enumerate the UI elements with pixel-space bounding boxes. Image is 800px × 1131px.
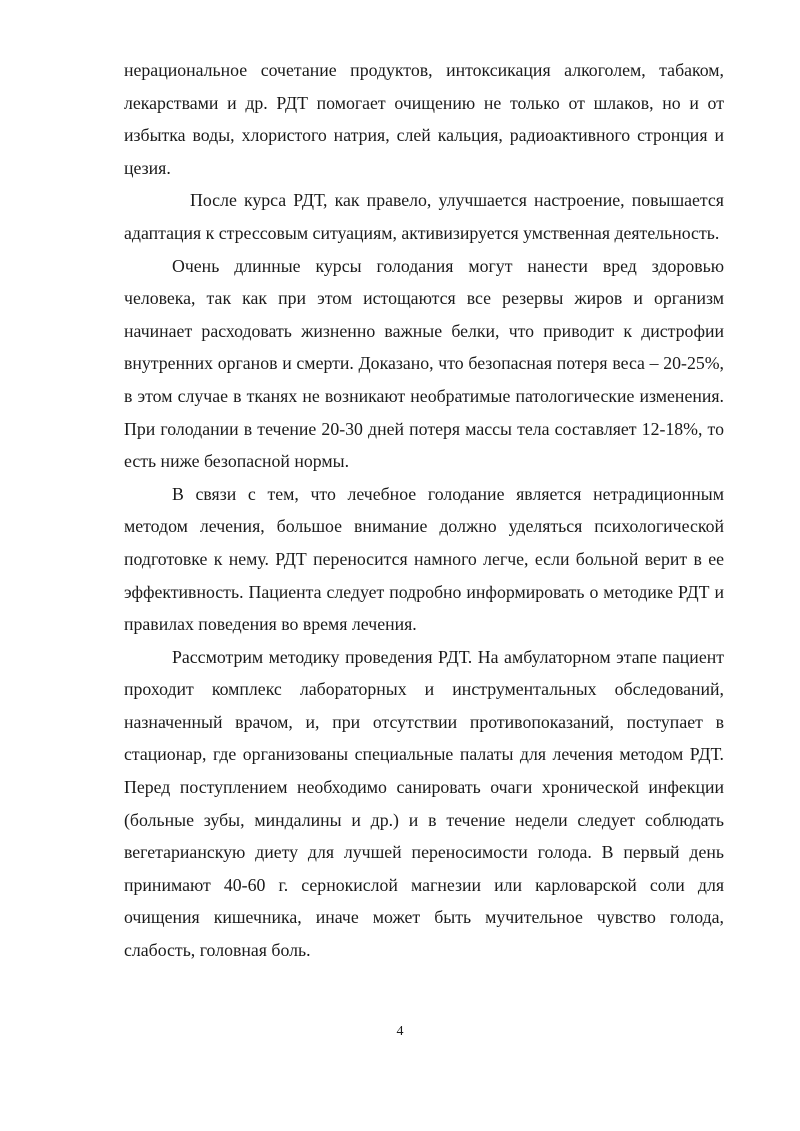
page-number: 4 xyxy=(396,1024,404,1039)
body-text xyxy=(124,54,724,967)
paragraph-method: Рассмотрим методику проведения РДТ. На амбулаторном этапе пациент проходит комплекс лабораторных и инструментальных обследований, назначенный врачом, и, при отсутствии противопоказаний, поступает в стационар, где организованы специальные палаты для лечения методом РДТ. Перед поступлением необходимо санировать очаги хронической инфекции (больные зубы, миндалины и др.) и в течение недели следует соблюдать вегетарианскую диету для лучшей переносимости голода. В первый день принимают 40-60 г. сернокислой магнезии или карловарской соли для очищения кишечника, иначе может быть мучительное чувство голода, слабость, головная боль. xyxy=(124,646,724,961)
paragraph-after-course: После курса РДТ, как правело, улучшается настроение, повышается адаптация к стрессовым ситуациям, активизируется умственная деятельность. xyxy=(124,190,724,243)
paragraph-continuation: нерациональное сочетание продуктов, интоксикация алкоголем, табаком, лекарствами и др. РДТ помогает очищению не только от шлаков, но и от избытка воды, хлористого натрия, слей кальция, радиоактивного стронция и цезия. xyxy=(124,60,724,178)
paragraph-psychological-prep: В связи с тем, что лечебное голодание является нетрадиционным методом лечения, большое внимание должно уделяться психологической подготовке к нему. РДТ переносится намного легче, если больной верит в ее эффективность. Пациента следует подробно информировать о методике РДТ и правилах поведения во время лечения. xyxy=(124,483,724,635)
paragraph-long-fasting: Очень длинные курсы голодания могут нанести вред здоровью человека, так как при этом истощаются все резервы жиров и организм начинает расходовать жизненно важные белки, что приводит к дистрофии внутренних органов и смерти. Доказано, что безопасная потеря веса – 20-25%, в этом случае в тканях не возникают необратимые патологические изменения. При голодании в течение 20-30 дней потеря массы тела составляет 12-18%, то есть ниже безопасной нормы. xyxy=(124,255,724,472)
